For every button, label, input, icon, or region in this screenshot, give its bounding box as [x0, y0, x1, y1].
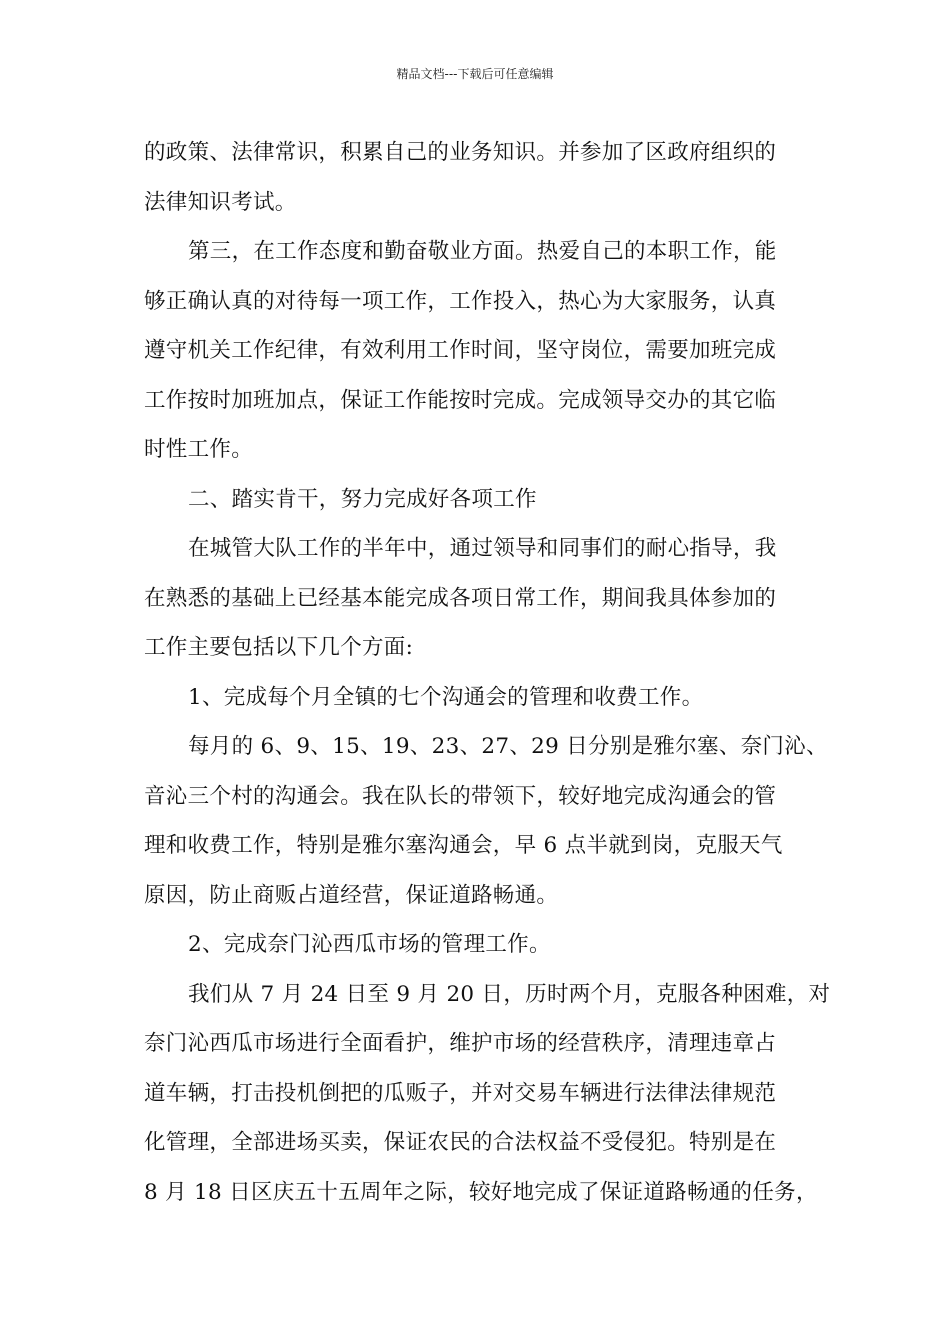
text-line: 8 月 18 日区庆五十五周年之际，较好地完成了保证道路畅通的任务， — [144, 1179, 818, 1205]
page-header: 精品文档---下载后可任意编辑 — [396, 67, 554, 81]
text-line: 遵守机关工作纪律，有效利用工作时间，坚守岗位，需要加班完成 — [144, 338, 777, 363]
text-line: 在熟悉的基础上已经基本能完成各项日常工作，期间我具体参加的 — [144, 585, 777, 611]
text-line: 每月的 6、9、15、19、23、27、29 日分别是雅尔塞、奈门沁、 — [188, 734, 828, 759]
text-line: 第三，在工作态度和勤奋敬业方面。热爱自己的本职工作，能 — [188, 239, 777, 264]
text-line: 化管理，全部进场买卖，保证农民的合法权益不受侵犯。特别是在 — [144, 1130, 777, 1155]
text-line: 法律知识考试。 — [144, 189, 297, 215]
text-line: 理和收费工作，特别是雅尔塞沟通会，早 6 点半就到岗，克服天气 — [144, 833, 783, 858]
text-line: 我们从 7 月 24 日至 9 月 20 日，历时两个月，克服各种困难，对 — [188, 981, 831, 1007]
text-line: 在城管大队工作的半年中，通过领导和同事们的耐心指导，我 — [188, 536, 777, 561]
document-body — [144, 128, 831, 1217]
text-line: 奈门沁西瓜市场进行全面看护，维护市场的经营秩序，清理违章占 — [144, 1031, 777, 1056]
text-line: 原因，防止商贩占道经营，保证道路畅通。 — [144, 882, 559, 908]
text-line: 工作主要包括以下几个方面: — [144, 635, 414, 660]
section-heading: 二、踏实肯干，努力完成好各项工作 — [188, 486, 537, 512]
text-line: 的政策、法律常识，积累自己的业务知识。并参加了区政府组织的 — [144, 140, 777, 165]
text-line: 音沁三个村的沟通会。我在队长的带领下，较好地完成沟通会的管 — [144, 783, 777, 809]
subsection-heading: 1、完成每个月全镇的七个沟通会的管理和收费工作。 — [188, 684, 704, 710]
text-line: 够正确认真的对待每一项工作，工作投入，热心为大家服务，认真 — [144, 288, 777, 314]
subsection-heading: 2、完成奈门沁西瓜市场的管理工作。 — [188, 932, 551, 957]
text-line: 道车辆，打击投机倒把的瓜贩子，并对交易车辆进行法律法律规范 — [144, 1080, 777, 1106]
text-line: 工作按时加班加点，保证工作能按时完成。完成领导交办的其它临 — [144, 387, 777, 413]
text-line: 时性工作。 — [144, 437, 254, 462]
